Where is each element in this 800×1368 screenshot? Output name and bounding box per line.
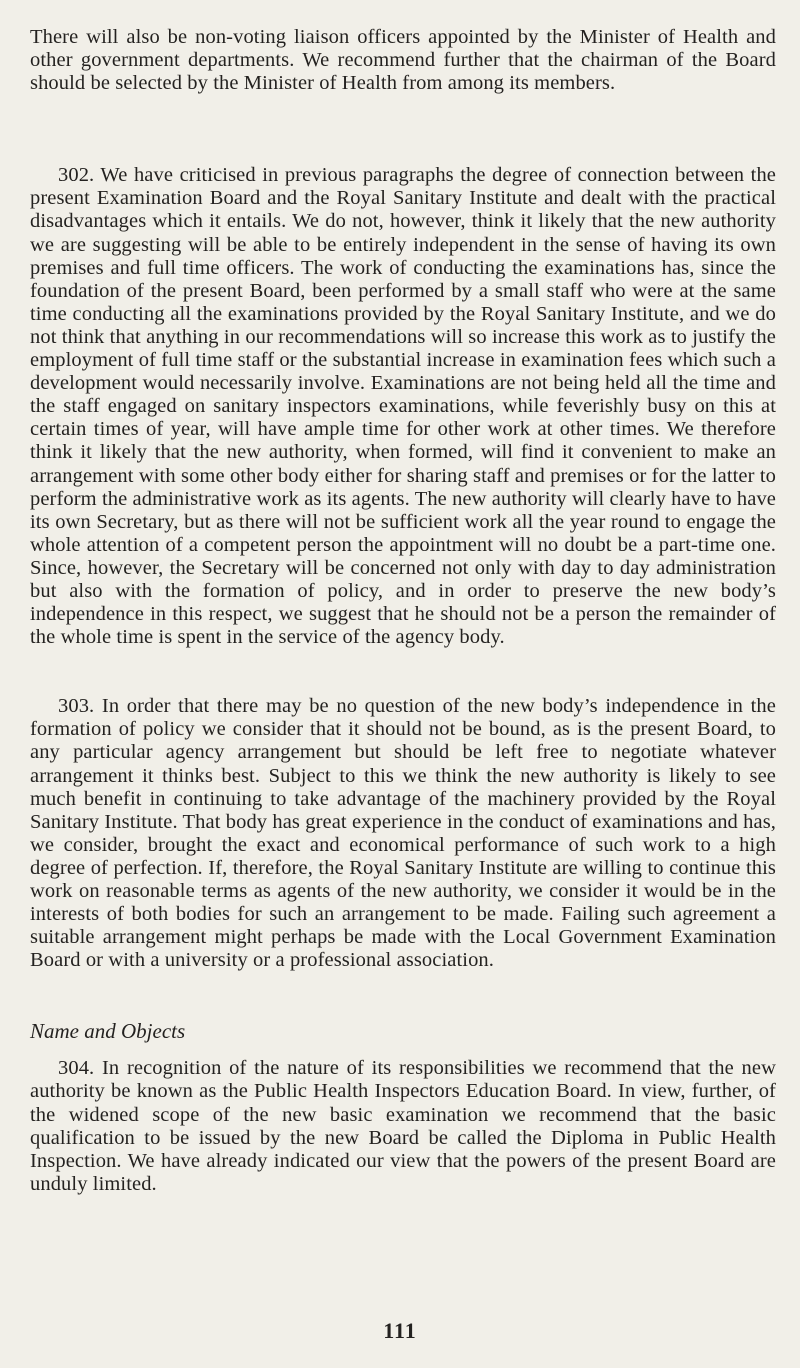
paragraph-303: 303. In order that there may be no question of the new body’s independence in the formation of policy we consider that it should not be bound, as is the present Board, to any particular agency arrangement but should be left free to negotiate whatever arrangement it thinks best. Subject to this we think the new authority is likely to see much benefit in continuing to take advantage of the machinery provided by the Royal Sanitary Institute. That body has great experience in the conduct of examinations and has, we consider, brought the exact and economical performance of such work to a high degree of perfection. If, therefore, the Royal Sanitary Institute are willing to continue this work on reasonable terms as agents of the new authority, we consider it would be in the interests of both bodies for such an arrangement to be made. Failing such agreement a suitable arrangement might perhaps be made with the Local Government Examination Board or with a university or a professional association. xyxy=(30,695,776,972)
paragraph-302: 302. We have criticised in previous paragraphs the degree of connection between the present Examination Board and the Royal Sanitary Institute and dealt with the practical disadvantages which it entails. We do not, however, think it likely that the new authority we are suggesting will be able to be entirely independent in the sense of having its own premises and full time officers. The work of conducting the examinations has, since the foundation of the present Board, been performed by a small staff who were at the same time conducting all the examinations provided by the Royal Sanitary Institute, and we do not think that anything in our recommendations will so increase this work as to justify the employment of full time staff or the substantial increase in examination fees which such a development would necessarily involve. Examinations are not being held all the time and the staff engaged on sanitary inspectors examinations, while feverishly busy on this at certain times of year, will have ample time for other work at other times. We therefore think it likely that the new authority, when formed, will find it convenient to make an arrangement with some other body either for sharing staff and premises or for the latter to perform the administrative work as its agents. The new authority will clearly have to have its own Secretary, but as there will not be sufficient work all the year round to engage the whole attention of a competent person the appointment will no doubt be a part-time one. Since, however, the Secretary will be concerned not only with day to day administration but also with the formation of policy, and in order to preserve the new body’s independence in this respect, we suggest that he should not be a person the remainder of the whole time is spent in the service of the agency body. xyxy=(30,164,776,649)
paragraph-304: 304. In recognition of the nature of its responsibilities we recommend that the new authority be known as the Public Health Inspectors Education Board. In view, further, of the widened scope of the new basic examination we recommend that the basic qualification to be issued by the new Board be called the Diploma in Public Health Inspection. We have already indicated our view that the powers of the present Board are unduly limited. xyxy=(30,1057,776,1195)
page-number: 111 xyxy=(383,1318,417,1343)
paragraph-intro: There will also be non-voting liaison officers appointed by the Minister of Health and other government departments. We recommend further that the chairman of the Board should be selected by the Minister of Health from among its members. xyxy=(30,26,776,95)
section-heading: Name and Objects xyxy=(30,1019,186,1044)
